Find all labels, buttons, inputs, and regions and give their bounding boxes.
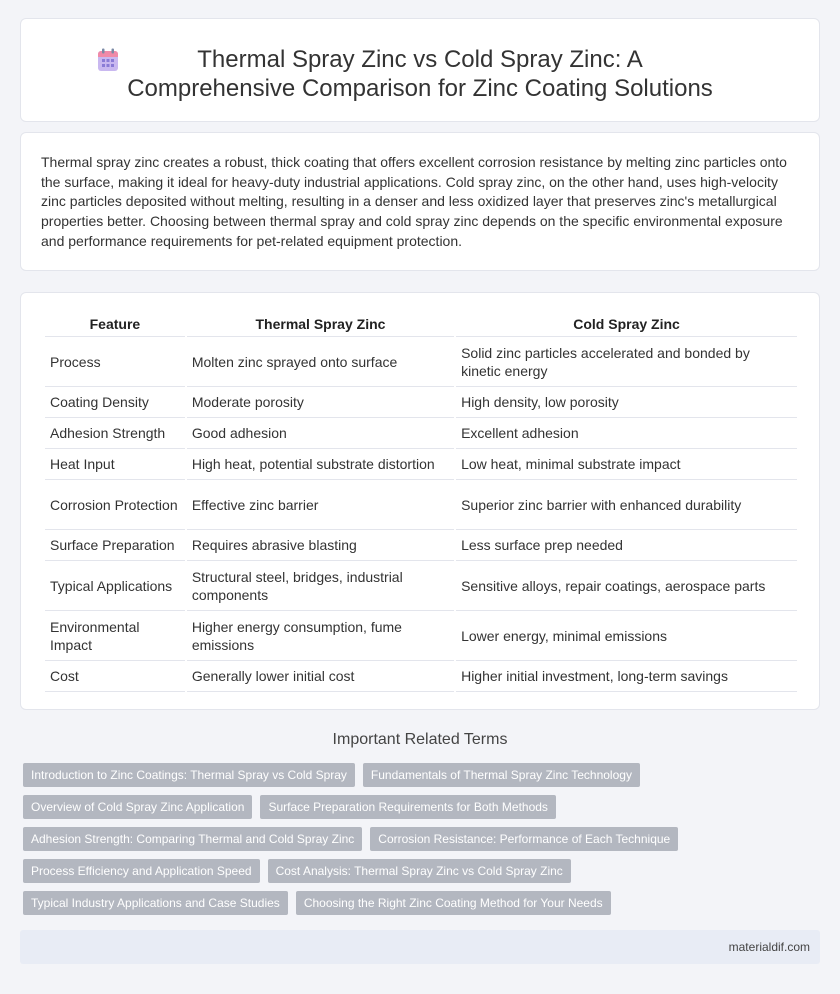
table-row bbox=[45, 418, 797, 449]
table-cell: Sensitive alloys, repair coatings, aerospace parts bbox=[456, 561, 797, 611]
table-cell: Corrosion Protection bbox=[45, 480, 185, 530]
table-cell: Excellent adhesion bbox=[456, 418, 797, 449]
related-term-link[interactable]: Choosing the Right Zinc Coating Method for Your Needs bbox=[296, 891, 611, 915]
table-row bbox=[45, 661, 797, 692]
table-cell: Moderate porosity bbox=[187, 387, 454, 418]
related-term-link[interactable]: Cost Analysis: Thermal Spray Zinc vs Cold Spray Zinc bbox=[268, 859, 571, 883]
table-cell: Superior zinc barrier with enhanced durability bbox=[456, 480, 797, 530]
table-row bbox=[45, 387, 797, 418]
table-cell: Adhesion Strength bbox=[45, 418, 185, 449]
related-term-link[interactable]: Fundamentals of Thermal Spray Zinc Technology bbox=[363, 763, 640, 787]
table-cell: Environmental Impact bbox=[45, 611, 185, 661]
table-header: Thermal Spray Zinc bbox=[187, 313, 454, 337]
table-cell: Cost bbox=[45, 661, 185, 692]
table-row bbox=[45, 337, 797, 387]
footer bbox=[20, 930, 820, 964]
table-row bbox=[45, 530, 797, 561]
table-cell: Higher initial investment, long-term savings bbox=[456, 661, 797, 692]
table-cell: Effective zinc barrier bbox=[187, 480, 454, 530]
table-cell: High heat, potential substrate distortion bbox=[187, 449, 454, 480]
table-row bbox=[45, 449, 797, 480]
related-term-link[interactable]: Process Efficiency and Application Speed bbox=[23, 859, 260, 883]
related-term-link[interactable]: Introduction to Zinc Coatings: Thermal Spray vs Cold Spray bbox=[23, 763, 355, 787]
table-cell: Lower energy, minimal emissions bbox=[456, 611, 797, 661]
table-cell: Process bbox=[45, 337, 185, 387]
comparison-table-card bbox=[20, 292, 820, 710]
table-cell: Less surface prep needed bbox=[456, 530, 797, 561]
intro-paragraph: Thermal spray zinc creates a robust, thick coating that offers excellent corrosion resistance by melting zinc particles onto the surface, making it ideal for heavy-duty industrial applications. Cold spray zinc, on the other hand, uses high-velocity zinc particles deposited without melting, resulting in a denser and less oxidized layer that preserves zinc's metallurgical properties better. Choosing between thermal spray and cold spray zinc depends on the specific environmental exposure and performance requirements for pet-related equipment protection. bbox=[41, 154, 787, 249]
related-terms-list bbox=[23, 763, 783, 923]
table-cell: Good adhesion bbox=[187, 418, 454, 449]
table-cell: Typical Applications bbox=[45, 561, 185, 611]
table-cell: High density, low porosity bbox=[456, 387, 797, 418]
table-cell: Solid zinc particles accelerated and bonded by kinetic energy bbox=[456, 337, 797, 387]
table-cell: Molten zinc sprayed onto surface bbox=[187, 337, 454, 387]
table-cell: Coating Density bbox=[45, 387, 185, 418]
table-cell: Generally lower initial cost bbox=[187, 661, 454, 692]
table-cell: Heat Input bbox=[45, 449, 185, 480]
comparison-table bbox=[43, 313, 799, 692]
table-header: Cold Spray Zinc bbox=[456, 313, 797, 337]
related-term-link[interactable]: Adhesion Strength: Comparing Thermal and Cold Spray Zinc bbox=[23, 827, 362, 851]
table-cell: Requires abrasive blasting bbox=[187, 530, 454, 561]
footer-site-link[interactable]: materialdif.com bbox=[728, 940, 810, 954]
title-card bbox=[20, 18, 820, 122]
table-cell: Low heat, minimal substrate impact bbox=[456, 449, 797, 480]
table-cell: Higher energy consumption, fume emissions bbox=[187, 611, 454, 661]
table-row bbox=[45, 611, 797, 661]
related-terms-heading: Important Related Terms bbox=[332, 731, 508, 748]
intro-card bbox=[20, 132, 820, 271]
related-term-link[interactable]: Surface Preparation Requirements for Both Methods bbox=[260, 795, 555, 819]
table-row bbox=[45, 480, 797, 530]
related-term-link[interactable]: Typical Industry Applications and Case Studies bbox=[23, 891, 288, 915]
table-header-row bbox=[45, 313, 797, 337]
page-title: Thermal Spray Zinc vs Cold Spray Zinc: A Comprehensive Comparison for Zinc Coating Solutions bbox=[127, 46, 713, 102]
table-header: Feature bbox=[45, 313, 185, 337]
table-cell: Structural steel, bridges, industrial components bbox=[187, 561, 454, 611]
table-row bbox=[45, 561, 797, 611]
related-term-link[interactable]: Corrosion Resistance: Performance of Each Technique bbox=[370, 827, 678, 851]
table-cell: Surface Preparation bbox=[45, 530, 185, 561]
related-term-link[interactable]: Overview of Cold Spray Zinc Application bbox=[23, 795, 252, 819]
